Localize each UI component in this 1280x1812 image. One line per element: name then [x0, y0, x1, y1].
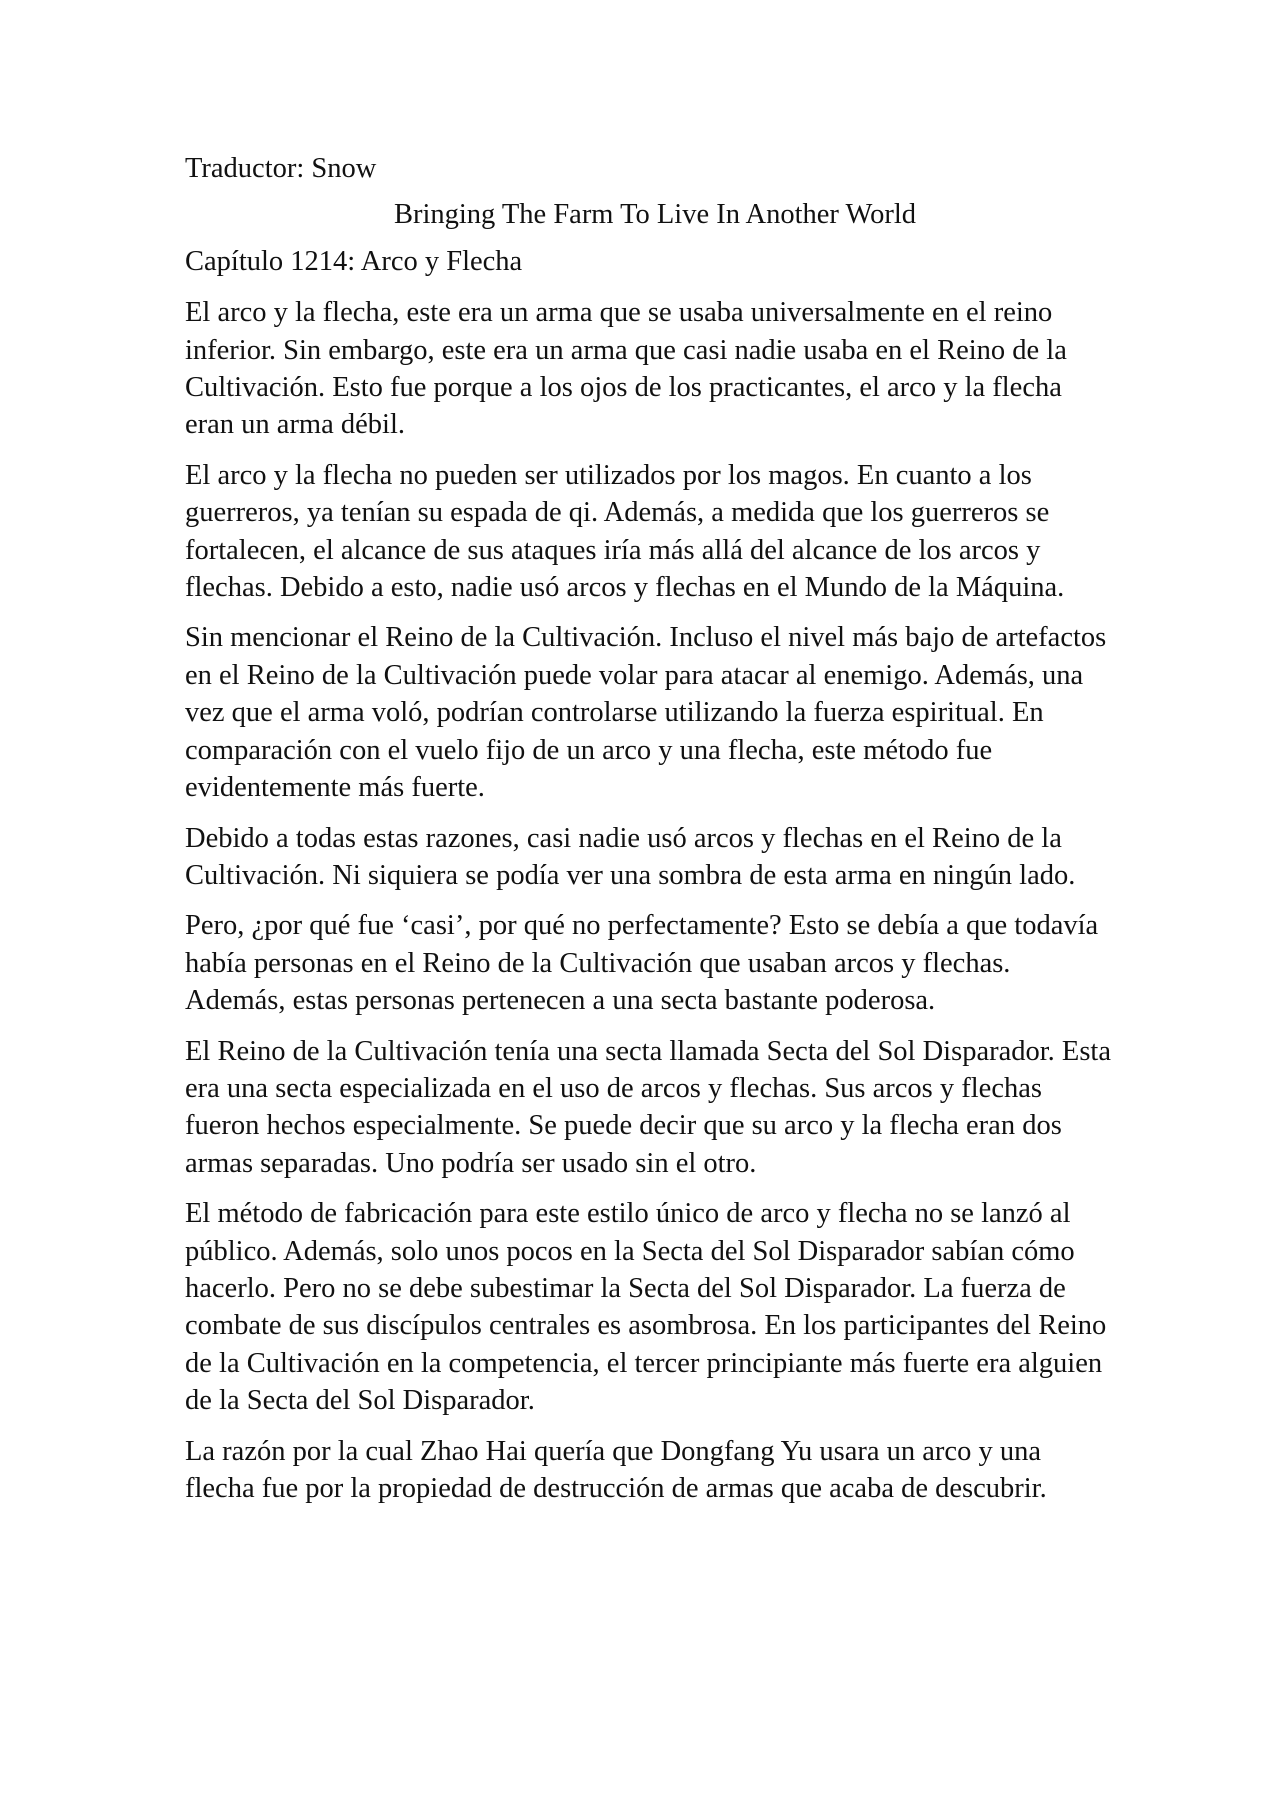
book-title: Bringing The Farm To Live In Another World: [393, 199, 917, 231]
document-body: [185, 150, 1115, 1520]
paragraph: El arco y la flecha no pueden ser utilizados por los magos. En cuanto a los guerreros, ya tenían su espada de qi. Además, a medida que los guerreros se fortalecen, el alcance de sus ataques iría más allá del alcance de los arcos y flechas. Debido a esto, nadie usó arcos y flechas en el Mundo de la Máquina.: [185, 459, 1065, 604]
paragraph: Pero, ¿por qué fue ‘casi’, por qué no perfectamente? Esto se debía a que todavía había personas en el Reino de la Cultivación que usaban arcos y flechas. Además, estas personas pertenecen a una secta bastante poderosa.: [185, 910, 1099, 1017]
chapter-title: Capítulo 1214: Arco y Flecha: [185, 245, 523, 277]
translator-credit: Traductor: Snow: [185, 153, 377, 184]
paragraph: El arco y la flecha, este era un arma que se usaba universalmente en el reino inferior. Sin embargo, este era un arma que casi nadie usaba en el Reino de la Cultivación. Esto fue porque a los ojos de los practicantes, el arco y la flecha eran un arma débil.: [185, 297, 1067, 441]
paragraph: El método de fabricación para este estilo único de arco y flecha no se lanzó al público. Además, solo unos pocos en la Secta del Sol Disparador sabían cómo hacerlo. Pero no se debe subestimar la Secta del Sol Disparador. La fuerza de combate de sus discípulos centrales es asombrosa. En los participantes del Reino de la Cultivación en la competencia, el tercer principiante más fuerte era alguien de la Secta del Sol Disparador.: [185, 1198, 1107, 1417]
paragraph: Sin mencionar el Reino de la Cultivación. Incluso el nivel más bajo de artefactos en el Reino de la Cultivación puede volar para atacar al enemigo. Además, una vez que el arma voló, podrían controlarse utilizando la fuerza espiritual. En comparación con el vuelo fijo de un arco y una flecha, este método fue evidentemente más fuerte.: [185, 622, 1107, 804]
paragraph: La razón por la cual Zhao Hai quería que Dongfang Yu usara un arco y una flecha fue por la propiedad de destrucción de armas que acaba de descubrir.: [185, 1435, 1047, 1504]
paragraph: Debido a todas estas razones, casi nadie usó arcos y flechas en el Reino de la Cultivación. Ni siquiera se podía ver una sombra de esta arma en ningún lado.: [185, 822, 1076, 891]
paragraph: El Reino de la Cultivación tenía una secta llamada Secta del Sol Disparador. Esta era una secta especializada en el uso de arcos y flechas. Sus arcos y flechas fueron hechos especialmente. Se puede decir que su arco y la flecha eran dos armas separadas. Uno podría ser usado sin el otro.: [185, 1035, 1111, 1179]
